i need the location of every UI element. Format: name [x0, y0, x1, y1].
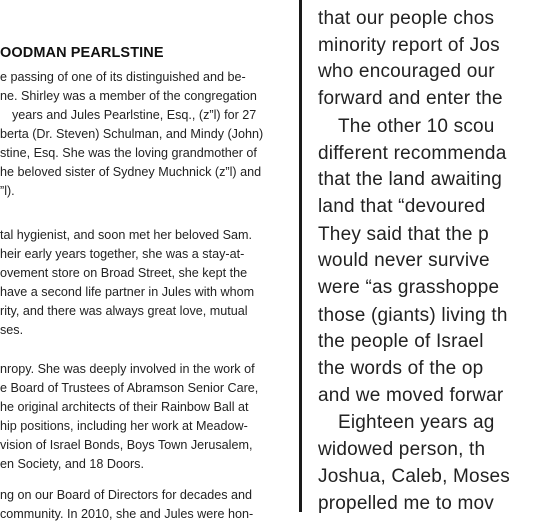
text-line: the words of the op [318, 358, 484, 379]
text-line: he original architects of their Rainbow Ball at [0, 400, 249, 414]
text-line: ”l). [0, 184, 15, 198]
text-line: rity, and there was always great love, mutual [0, 304, 248, 318]
article-column [318, 0, 538, 512]
text-line: Joshua, Caleb, Moses [318, 466, 510, 487]
text-line: en Society, and 18 Doors. [0, 457, 144, 471]
text-line: e passing of one of its distinguished and be- [0, 70, 246, 84]
text-line: ng on our Board of Directors for decades and [0, 488, 253, 502]
text-line: heir early years together, she was a stay-at- [0, 247, 245, 261]
text-line: have a second life partner in Jules with whom [0, 285, 255, 299]
text-line: minority report of Jos [318, 35, 500, 56]
text-line: The other 10 scou [338, 116, 495, 137]
obituary-heading: OODMAN PEARLSTINE [0, 45, 164, 61]
text-line: land that “devoured [318, 196, 486, 217]
text-line: ovement store on Broad Street, she kept the [0, 266, 248, 280]
text-line: community. In 2010, she and Jules were hon- [0, 507, 254, 521]
text-line: nropy. She was deeply involved in the work of [0, 362, 255, 376]
text-line: e Board of Trustees of Abramson Senior Care, [0, 381, 259, 395]
text-line: ne. Shirley was a member of the congregation [0, 89, 257, 103]
text-line: those (giants) living th [318, 305, 508, 326]
column-divider [299, 0, 302, 512]
text-line: years and Jules Pearlstine, Esq., (z”l) for 27 [12, 108, 257, 122]
text-line: forward and enter the [318, 88, 503, 109]
text-line: who encouraged our [318, 61, 495, 82]
text-line: different recommenda [318, 143, 507, 164]
text-line: widowed person, th [318, 439, 486, 460]
text-line: and we moved forwar [318, 385, 504, 406]
text-line: Eighteen years ag [338, 412, 495, 433]
text-line: tal hygienist, and soon met her beloved Sam. [0, 228, 253, 242]
text-line: that our people chos [318, 8, 495, 29]
text-line: he beloved sister of Sydney Muchnick (z”l) and [0, 165, 262, 179]
text-line: propelled me to mov [318, 493, 494, 514]
text-line: the people of Israel [318, 331, 484, 352]
text-line: They said that the p [318, 224, 489, 245]
text-line: ses. [0, 323, 24, 337]
text-line: stine, Esq. She was the loving grandmother of [0, 146, 257, 160]
text-line: vision of Israel Bonds, Boys Town Jerusalem, [0, 438, 253, 452]
text-line: berta (Dr. Steven) Schulman, and Mindy (John) [0, 127, 264, 141]
text-line: that the land awaiting [318, 169, 502, 190]
text-line: hip positions, including her work at Meadow- [0, 419, 248, 433]
text-line: were “as grasshoppe [318, 277, 500, 298]
text-line: would never survive [318, 250, 490, 271]
